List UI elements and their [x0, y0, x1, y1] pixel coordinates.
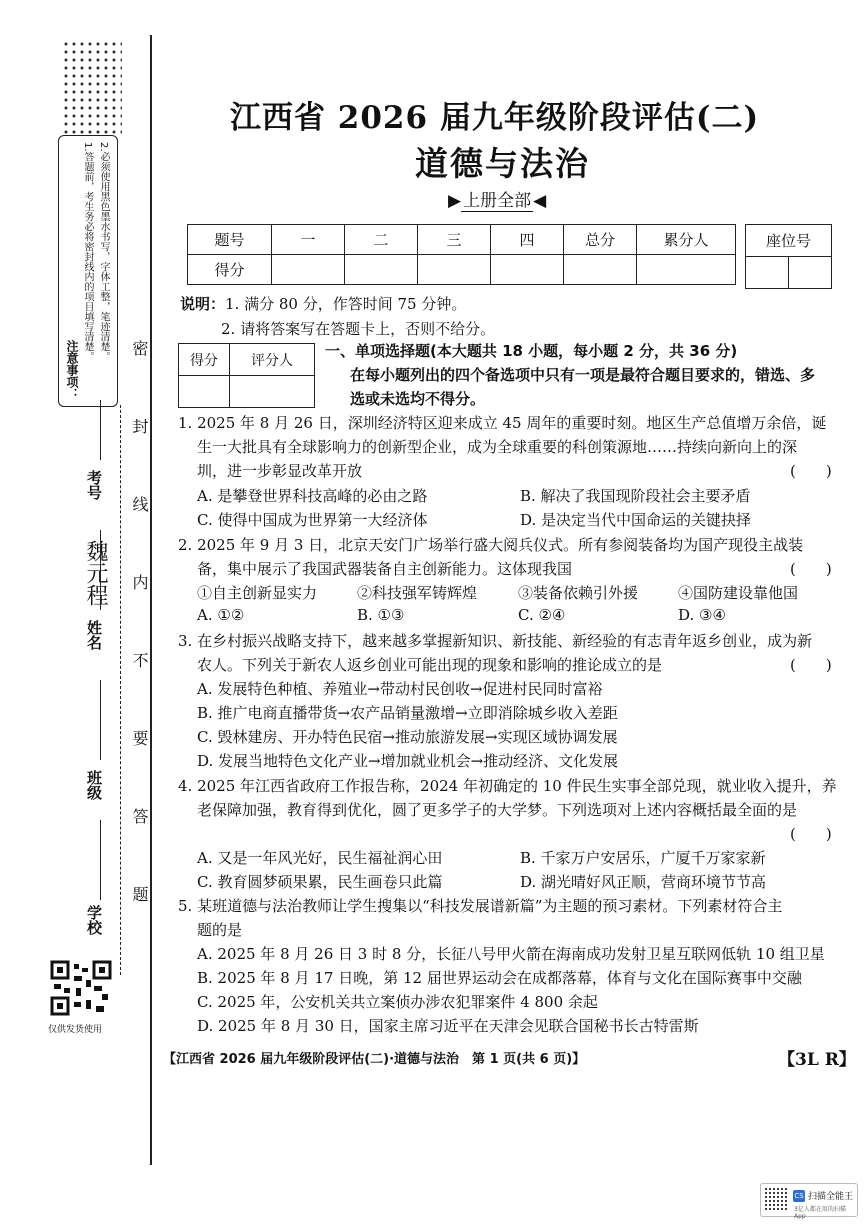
score-row: [188, 255, 736, 285]
q5-option-c: C. 2025 年，公安机关共立案侦办涉农犯罪案件 4 800 余起: [197, 993, 598, 1011]
page-footer: 【江西省 2026 届九年级阶段评估(二)·道德与法治 第 1 页(共 6 页)】: [163, 1052, 586, 1067]
score-table: [187, 224, 736, 285]
score-cell[interactable]: [418, 255, 491, 285]
scanner-watermark: [760, 1183, 858, 1220]
name-value: 魏元程: [83, 540, 108, 606]
q3-option-b: B. 推广电商直播带货→农产品销量激增→立即消除城乡收入差距: [197, 704, 618, 722]
notice-title: 注意事项：: [65, 340, 79, 400]
q2-answer-paren[interactable]: ( ): [790, 560, 832, 578]
scanner-name: 扫描全能王: [808, 1192, 854, 1202]
q1-line: 生一大批具有全球影响力的创新型企业，成为全球重要的科创策源地……持续向新向上的深: [197, 438, 798, 456]
q2-option-c: C. ②④: [518, 606, 566, 624]
score-cell[interactable]: [345, 255, 418, 285]
instructions-line-1: [180, 293, 466, 314]
score-header-cell: 四: [491, 225, 564, 255]
name-label: 姓名: [85, 620, 103, 650]
section-title: 一、单项选择题(本大题共 18 小题，每小题 2 分，共 36 分): [325, 342, 738, 360]
score-cell[interactable]: [272, 255, 345, 285]
section-desc-1: 在每小题列出的四个备选项中只有一项是最符合题目要求的，错选、多: [350, 366, 816, 384]
q2-line: 备，集中展示了我国武器装备自主创新能力。这体现我国: [197, 560, 573, 578]
qr-caption: 仅供发货使用: [48, 1025, 103, 1035]
triangle-left-icon: ◀: [533, 191, 547, 211]
q1-answer-paren[interactable]: ( ): [790, 462, 832, 480]
q5-line: 5. 某班道德与法治教师让学生搜集以“科技发展谱新篇”为主题的预习素材。下列素材符合主: [178, 897, 783, 915]
q4-option-b: B. 千家万户安居乐，广厦千万家家新: [520, 849, 766, 867]
scope-text: 上册全部: [463, 191, 532, 211]
q3-option-a: A. 发展特色种植、养殖业→带动村民创收→促进村民同时富裕: [197, 680, 603, 698]
class-label: 班级: [85, 770, 103, 800]
notice-item-2: 2.必须使用黑色墨水书写，字体工整，笔迹清楚。: [98, 142, 109, 362]
q4-option-d: D. 湖光晴好风正顺，营商环境节节高: [520, 873, 767, 891]
q5-option-b: B. 2025 年 8 月 17 日晚，第 12 届世界运动会在成都落幕，体育与文化在国际赛事中交融: [197, 969, 802, 987]
q3-line: 农人。下列关于新农人返乡创业可能出现的现象和影响的推论成立的是: [197, 656, 663, 674]
q5-option-a: A. 2025 年 8 月 26 日 3 时 8 分，长征八号甲火箭在海南成功发射卫星互联网低轨 10 组卫星: [197, 945, 825, 963]
q4-line: 老保障加强，教育得到优化，圆了更多学子的大学梦。下列选项对上述内容概括最全面的是: [197, 801, 798, 819]
q3-option-d: D. 发展当地特色文化产业→增加就业机会→推动经济、文化发展: [197, 752, 619, 770]
scanner-qr-icon: [764, 1187, 788, 1211]
q2-option-d: D. ③④: [678, 606, 726, 624]
q2-option-b: B. ①③: [357, 606, 405, 624]
binding-separator: [150, 35, 152, 1165]
q2-line: 2. 2025 年 9 月 3 日，北京天安门广场举行盛大阅兵仪式。所有参阅装备均为国产现役主战装: [178, 536, 804, 554]
seal-line: [120, 405, 121, 975]
score-header-cell: 三: [418, 225, 491, 255]
class-line[interactable]: [100, 680, 101, 760]
instructions-text-1: 1. 满分 80 分，作答时间 75 分钟。: [225, 295, 467, 313]
score-header-cell: 题号: [188, 225, 272, 255]
binding-strip: [0, 0, 150, 1228]
score-header-cell: 总分: [564, 225, 637, 255]
school-line[interactable]: [100, 820, 101, 900]
q3-answer-paren[interactable]: ( ): [790, 656, 832, 674]
q1-option-a: A. 是攀登世界科技高峰的必由之路: [197, 487, 428, 505]
q5-option-d: D. 2025 年 8 月 30 日，国家主席习近平在天津会见联合国秘书长古特雷斯: [197, 1017, 699, 1035]
tear-pattern: [62, 40, 122, 135]
name-line[interactable]: [100, 530, 101, 610]
notice-item-1: 1.答题前，考生务必将密封线内的项目填写清楚。: [82, 142, 93, 362]
seat-label: 座位号: [746, 225, 832, 257]
section-desc-2: 选或未选均不得分。: [350, 390, 486, 408]
q4-option-a: A. 又是一年风光好，民生福祉润心田: [197, 849, 443, 867]
q3-line: 3. 在乡村振兴战略支持下，越来越多掌握新知识、新技能、新经验的有志青年返乡创业，成为新: [178, 632, 813, 650]
score-row-label: 得分: [188, 255, 272, 285]
grader-name-label: 评分人: [230, 344, 315, 376]
q3-option-c: C. 毁林建房、开办特色民宿→推动旅游发展→实现区域协调发展: [197, 728, 618, 746]
exam-no-label: 考号: [85, 470, 103, 500]
seat-cell[interactable]: [746, 257, 789, 289]
grader-table: [178, 343, 315, 408]
triangle-right-icon: ▶: [448, 191, 462, 211]
q2-option-a: A. ①②: [197, 606, 245, 624]
q1-option-c: C. 使得中国成为世界第一大经济体: [197, 511, 428, 529]
score-cell[interactable]: [491, 255, 564, 285]
qr-code-icon: [50, 960, 112, 1016]
score-header-cell: 一: [272, 225, 345, 255]
subject-title: 道德与法治: [415, 144, 590, 183]
score-header-cell: 二: [345, 225, 418, 255]
scope-label: [448, 186, 546, 211]
q2-item: ①自主创新显实力: [197, 584, 318, 602]
q4-answer-paren[interactable]: ( ): [790, 825, 832, 843]
grader-name-cell[interactable]: [230, 376, 315, 408]
q4-option-c: C. 教育圆梦硕果累，民生画卷只此篇: [197, 873, 443, 891]
school-label: 学校: [85, 905, 103, 935]
scanner-subtitle: 3亿人都在用的扫描App: [794, 1206, 846, 1220]
instructions-line-2: 2. 请将答案写在答题卡上，否则不给分。: [221, 320, 496, 338]
score-cell[interactable]: [637, 255, 736, 285]
score-header-row: [188, 225, 736, 255]
exam-title: 江西省 2026 届九年级阶段评估(二): [230, 100, 760, 136]
paper-code: 【3L R】: [778, 1050, 856, 1070]
scanner-logo-icon: CS: [794, 1192, 804, 1200]
q1-option-b: B. 解决了我国现阶段社会主要矛盾: [520, 487, 751, 505]
q1-line: 1. 2025 年 8 月 26 日，深圳经济特区迎来成立 45 周年的重要时刻。地区生产总值增万余倍，诞: [178, 414, 827, 432]
grader-score-cell[interactable]: [179, 376, 230, 408]
grader-score-label: 得分: [179, 344, 230, 376]
seat-cell[interactable]: [789, 257, 832, 289]
q2-item: ④国防建设靠他国: [678, 584, 799, 602]
q4-line: 4. 2025 年江西省政府工作报告称，2024 年初确定的 10 件民生实事全部兑现，就业收入提升，养: [178, 777, 837, 795]
q2-item: ②科技强军铸辉煌: [357, 584, 478, 602]
q5-line: 题的是: [197, 921, 243, 939]
q2-item: ③装备依赖引外援: [518, 584, 639, 602]
exam-no-line[interactable]: [100, 400, 101, 460]
instructions-label: 说明：: [180, 295, 226, 313]
seal-line-text: 密封线内不要答题: [130, 340, 149, 964]
seat-table: [745, 224, 832, 289]
q1-option-d: D. 是决定当代中国命运的关键抉择: [520, 511, 752, 529]
q1-line: 圳，进一步彰显改革开放: [197, 462, 363, 480]
score-header-cell: 累分人: [637, 225, 736, 255]
score-cell[interactable]: [564, 255, 637, 285]
